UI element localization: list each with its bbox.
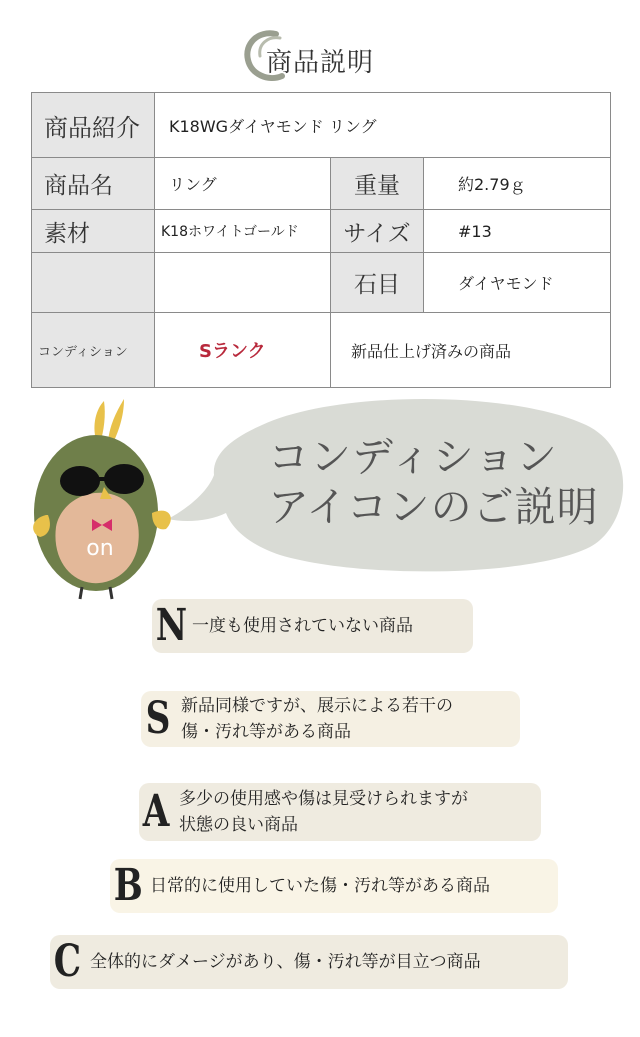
condition-line-1: 一度も使用されていない商品: [192, 616, 413, 636]
table-row: [32, 313, 611, 388]
bubble-line-1: コンディション: [268, 433, 558, 481]
bubble-heading: [268, 432, 599, 532]
condition-description: [192, 613, 413, 639]
weight-label: 重量: [331, 158, 424, 210]
condition-line-2: 状態の良い商品: [179, 815, 298, 835]
condition-line-2: 傷・汚れ等がある商品: [181, 722, 351, 742]
table-row: [32, 253, 611, 313]
stone-label: 石目: [331, 253, 424, 313]
condition-label: コンディション: [32, 313, 155, 388]
condition-letter: A: [142, 786, 170, 837]
intro-label: 商品紹介: [32, 93, 155, 158]
condition-row-b: [110, 859, 558, 913]
material-label: 素材: [32, 210, 155, 253]
condition-line-1: 多少の使用感や傷は見受けられますが: [179, 789, 468, 809]
section-title: [0, 28, 640, 84]
condition-letter: B: [113, 860, 143, 911]
condition-letter: N: [155, 600, 188, 651]
condition-row-c: [50, 935, 568, 989]
size-value: #13: [424, 210, 611, 253]
empty-value: [155, 253, 331, 313]
condition-row-a: [139, 783, 541, 841]
condition-letter: C: [53, 936, 82, 987]
condition-description: [90, 949, 481, 975]
empty-label: [32, 253, 155, 313]
mascot-badge-text: on: [86, 536, 114, 561]
condition-description: [150, 873, 490, 899]
table-row: [32, 210, 611, 253]
name-value: リング: [155, 158, 331, 210]
weight-value: 約2.79ｇ: [424, 158, 611, 210]
bubble-line-2: アイコンのご説明: [268, 483, 599, 531]
condition-note: 新品仕上げ済みの商品: [331, 313, 611, 388]
mascot-bird: [33, 399, 171, 599]
condition-description: [181, 693, 453, 745]
condition-row-n: [152, 599, 473, 653]
material-value: K18ホワイトゴールド: [155, 210, 331, 253]
size-label: サイズ: [331, 210, 424, 253]
product-spec-table: [31, 92, 611, 388]
condition-line-1: 日常的に使用していた傷・汚れ等がある商品: [150, 876, 490, 896]
table-row: [32, 93, 611, 158]
stone-value: ダイヤモンド: [424, 253, 611, 313]
table-row: [32, 158, 611, 210]
condition-line-1: 全体的にダメージがあり、傷・汚れ等が目立つ商品: [90, 952, 481, 972]
page-title: 商品説明: [266, 48, 375, 78]
condition-description: [179, 786, 468, 838]
name-label: 商品名: [32, 158, 155, 210]
condition-line-1: 新品同様ですが、展示による若干の: [181, 696, 453, 716]
intro-value: K18WGダイヤモンド リング: [155, 93, 611, 158]
condition-rank: Sランク: [155, 313, 331, 388]
condition-letter: S: [145, 693, 171, 744]
condition-row-s: [141, 691, 520, 747]
